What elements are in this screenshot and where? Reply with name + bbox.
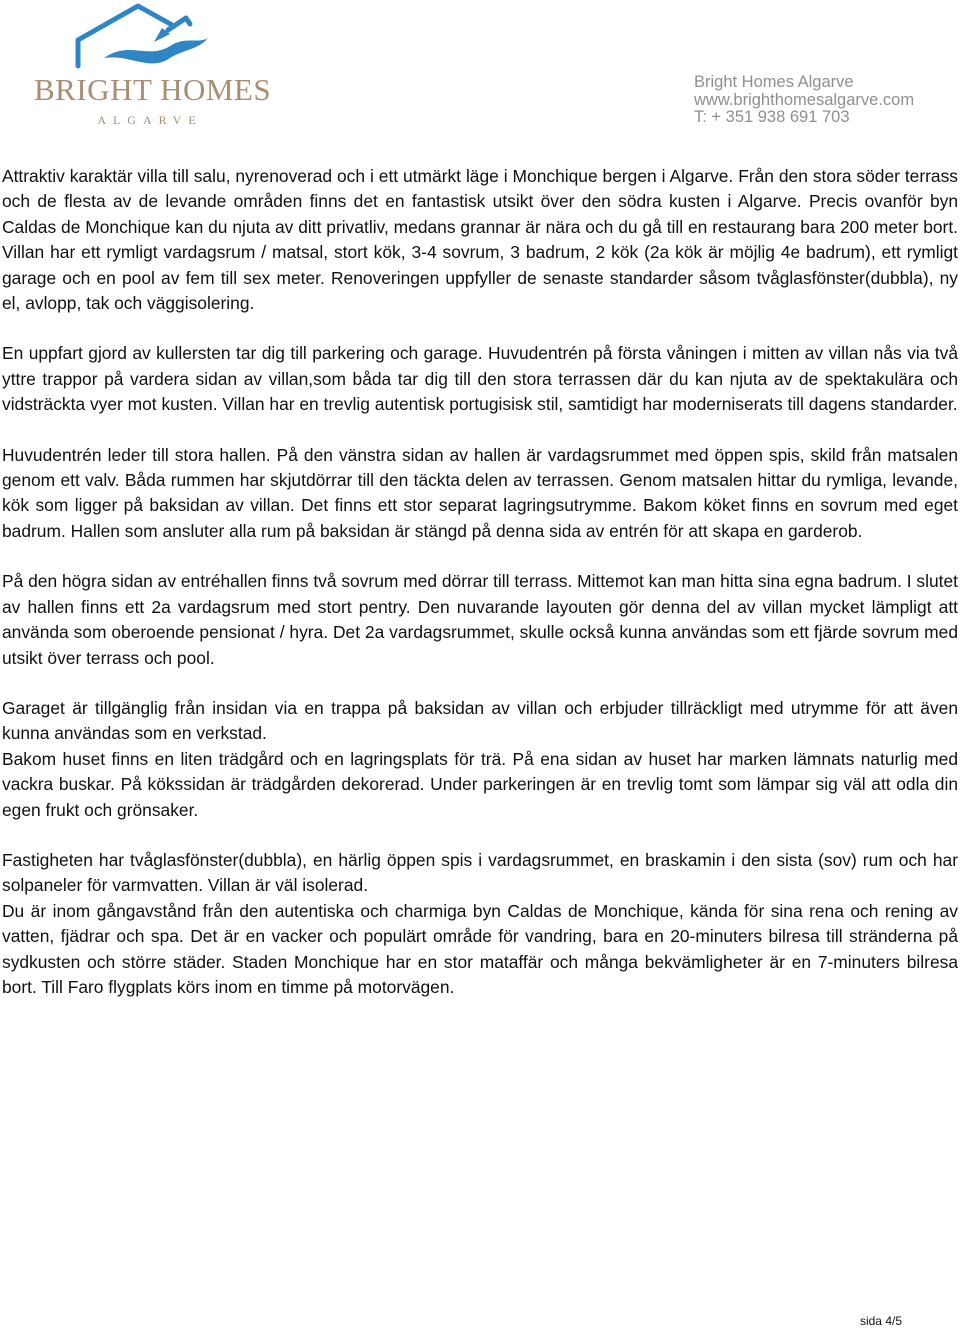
page-number: sida 4/5: [859, 1314, 902, 1328]
paragraph-intro: Attraktiv karaktär villa till salu, nyrenoverad och i ett utmärkt läge i Monchique bergen i Algarve. Från den stora söder terrass och de flesta av de levande områden finns det en fantastisk utsikt över den södra kusten i Algarve. Precis ovanför byn Caldas de Monchique kan du njuta av ditt privatliv, medans grannar är nära och du gå till en restaurang bara 200 meter bort. Villan har ett rymligt vardagsrum / matsal, stort kök, 3-4 sovrum, 3 badrum, 2 kök (2a kök är möjlig 4e badrum), ett rymligt garage och en pool av fem till sex meter. Renoveringen uppfyller de senaste standarder såsom tvåglasfönster(dubbla), ny el, avlopp, tak och väggisolering.: [2, 166, 958, 314]
contact-block: [694, 74, 956, 127]
paragraph-entrance: En uppfart gjord av kullersten tar dig till parkering och garage. Huvudentrén på första våningen i mitten av villan nås via två yttre trappor på vardera sidan av villan,som båda tar dig till den stora terrassen där du kan njuta av de spektakulära och vidsträckta vyer mot kusten. Villan har en trevlig autentisk portugisisk stil, samtidigt har moderniserats till dagens standarder.: [2, 343, 958, 415]
paragraph-hall-right: På den högra sidan av entréhallen finns två sovrum med dörrar till terrass. Mittemot kan man hitta sina egna badrum. I slutet av hallen finns ett 2a vardagsrum med stort pentry. Den nuvarande layouten gör denna del av villan mycket lämpligt att använda som oberoende pensionat / hyra. Det 2a vardagsrummet, skulle också kunna användas som ett fjärde sovrum med utsikt över terrass och pool.: [2, 571, 958, 668]
paragraph-features: Fastigheten har tvåglasfönster(dubbla), en härlig öppen spis i vardagsrummet, en braskamin i den sista (sov) rum och har solpaneler för varmvatten. Villan är väl isolerad.: [2, 849, 958, 896]
paragraph-hall-left: Huvudentrén leder till stora hallen. På den vänstra sidan av hallen är vardagsrummet med öppen spis, skild från matsalen genom ett valv. Båda rummen har skjutdörrar till den täckta delen av terrassen. Genom matsalen hittar du rymliga, levande, kök som ligger på baksidan av villan. Det finns ett stor separat lagringsutrymme. Bakom köket finns en sovrum med eget badrum. Hallen som ansluter alla rum på baksidan är stängd på denna sida av entrén för att skapa en garderob.: [2, 444, 958, 541]
paragraph-garage: Garaget är tillgänglig från insidan via en trappa på baksidan av villan och erbjuder tillräckligt med utrymme för att även kunna användas som en verkstad.: [2, 697, 958, 744]
logo-brand-text: BRIGHT HOMES: [34, 72, 272, 107]
page-header: [0, 0, 960, 140]
house-roof-logo-icon: [30, 0, 270, 75]
brand-logo: [30, 0, 270, 130]
website-link[interactable]: www.brighthomesalgarve.com: [694, 90, 915, 109]
phone-number: T: + 351 938 691 703: [694, 108, 850, 126]
document-body: [2, 164, 958, 1025]
logo-region-text: ALGARVE: [97, 113, 203, 127]
paragraph-garden: Bakom huset finns en liten trädgård och en lagringsplats för trä. På ena sidan av huset har marken lämnats naturlig med vackra buskar. På kökssidan är trädgården dekorerad. Under parkeringen är en trevlig tomt som lämpar sig väl att odla din egen frukt och grönsaker.: [2, 748, 958, 820]
company-name: Bright Homes Algarve: [694, 73, 854, 91]
paragraph-location: Du är inom gångavstånd från den autentiska och charmiga byn Caldas de Monchique, kända för sina rena och rening av vatten, fjädrar och spa. Det är en vacker och populärt område för vandring, bara en 20-minuters bilresa till stränderna på sydkusten och större städer. Staden Monchique har en stor mataffär och många bekvämligheter är en 7-minuters bilresa bort. Till Faro flygplats körs inom en timme på motorvägen.: [2, 900, 958, 997]
